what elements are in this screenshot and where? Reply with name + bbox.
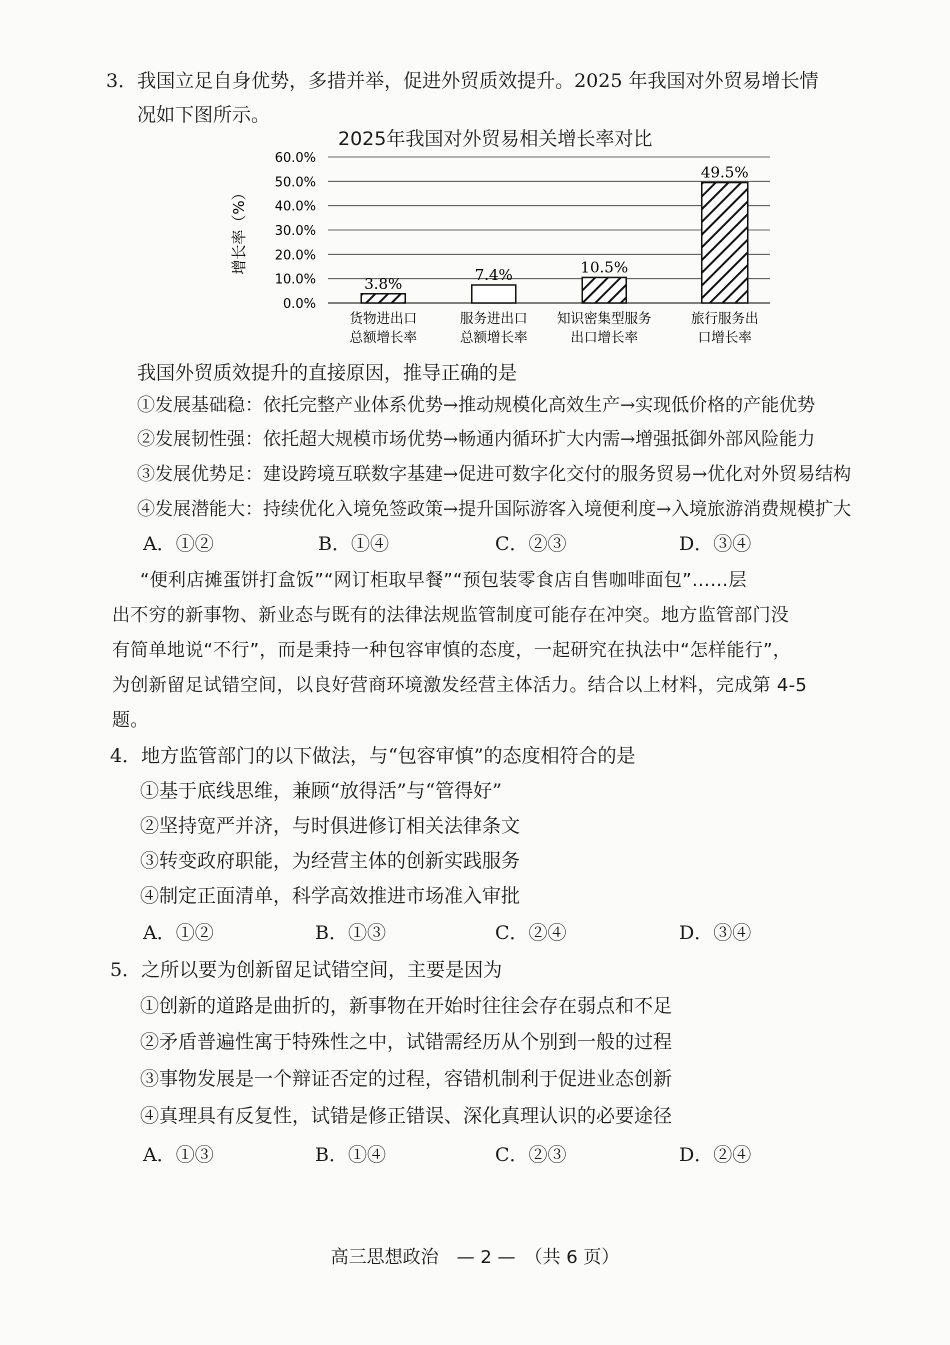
q5-options — [0, 1142, 950, 1168]
material-line-5: 题。 — [112, 710, 149, 731]
y-axis-label: 增长率（%） — [230, 185, 248, 275]
material-line-3: 有简单地说“不行”，而是秉持一种包容审慎的态度，一起研究在执法中“怎样能行”， — [112, 640, 791, 661]
q3-option-a[interactable]: A．①② — [143, 533, 214, 555]
q5-stem: 5．之所以要为创新留足试错空间，主要是因为 — [110, 959, 503, 981]
x-category-label: 货物进出口 — [349, 311, 417, 327]
q3-options — [0, 531, 950, 557]
q3-stem-line2: 况如下图所示。 — [137, 104, 271, 126]
x-category-label: 服务进出口 — [460, 311, 528, 327]
q5-option-b[interactable]: B．①④ — [315, 1144, 386, 1166]
q4-item-3: ③转变政府职能，为经营主体的创新实践服务 — [140, 850, 521, 872]
q4-item-1: ①基于底线思维，兼顾“放得活”与“管得好” — [140, 780, 502, 802]
bar — [472, 285, 516, 303]
q4-option-a[interactable]: A．①② — [143, 922, 214, 944]
material-line-1: “便利店摊蛋饼打盒饭”“网订柜取早餐”“预包装零食店自售咖啡面包”……层 — [140, 570, 747, 591]
q5-item-1: ①创新的道路是曲折的，新事物在开始时往往会存在弱点和不足 — [140, 995, 673, 1017]
q5-option-c[interactable]: C．②③ — [495, 1144, 567, 1166]
q3-item-3: ③发展优势足：建设跨境互联数字基建→促进可数字化交付的服务贸易→优化对外贸易结构 — [137, 464, 852, 485]
bar — [361, 294, 405, 303]
bar-value-label: 7.4% — [474, 265, 513, 284]
y-tick-label: 30.0% — [274, 224, 316, 239]
material-line-4: 为创新留足试错空间，以良好营商环境激发经营主体活力。结合以上材料，完成第 4-5 — [112, 675, 808, 696]
y-tick-label: 50.0% — [274, 175, 316, 191]
x-category-label: 总额增长率 — [349, 330, 417, 345]
bar-chart — [230, 145, 790, 345]
q4-option-c[interactable]: C．②④ — [495, 922, 567, 944]
q3-stem-line1: 3．我国立足自身优势，多措并举，促进外贸质效提升。2025 年我国对外贸易增长情 — [106, 70, 819, 92]
y-tick-label: 10.0% — [274, 272, 316, 288]
x-category-label: 知识密集型服务 — [557, 311, 652, 327]
y-tick-label: 60.0% — [274, 151, 316, 166]
q3-option-b[interactable]: B．①④ — [318, 533, 389, 555]
q4-option-d[interactable]: D．③④ — [679, 922, 752, 944]
y-tick-label: 40.0% — [274, 199, 316, 215]
page-footer: 高三思想政治 — 2 — （共 6 页） — [330, 1247, 620, 1268]
q4-option-b[interactable]: B．①③ — [315, 922, 386, 944]
chart-title: 2025年我国对外贸易相关增长率对比 — [338, 128, 653, 150]
y-tick-label: 20.0% — [274, 248, 316, 264]
q5-option-d[interactable]: D．②④ — [679, 1144, 752, 1166]
q5-item-2: ②矛盾普遍性寓于特殊性之中，试错需经历从个别到一般的过程 — [140, 1031, 673, 1053]
q3-option-c[interactable]: C．②③ — [495, 533, 567, 555]
x-category-label: 口增长率 — [697, 330, 752, 345]
q3-item-2: ②发展韧性强：依托超大规模市场优势→畅通内循环扩大内需→增强抵御外部风险能力 — [137, 429, 816, 450]
y-tick-label: 0.0% — [282, 297, 316, 312]
q3-question: 我国外贸质效提升的直接原因，推导正确的是 — [137, 362, 518, 384]
q4-stem: 4．地方监管部门的以下做法，与“包容审慎”的态度相符合的是 — [110, 745, 636, 767]
x-category-label: 出口增长率 — [570, 330, 638, 345]
q3-item-4: ④发展潜能大：持续优化入境免签政策→提升国际游客入境便利度→入境旅游消费规模扩大 — [137, 499, 852, 520]
material-line-2: 出不穷的新事物、新业态与既有的法律法规监管制度可能存在冲突。地方监管部门没 — [112, 605, 790, 626]
q5-option-a[interactable]: A．①③ — [143, 1144, 214, 1166]
bar — [702, 183, 748, 303]
x-category-label: 旅行服务出 — [691, 311, 759, 327]
bar-value-label: 3.8% — [364, 274, 403, 293]
q4-options — [0, 920, 950, 946]
q4-item-2: ②坚持宽严并济，与时俱进修订相关法律条文 — [140, 815, 521, 837]
bar — [582, 277, 626, 303]
bar-value-label: 49.5% — [700, 163, 749, 182]
q4-item-4: ④制定正面清单，科学高效推进市场准入审批 — [140, 885, 521, 907]
q3-item-1: ①发展基础稳：依托完整产业体系优势→推动规模化高效生产→实现低价格的产能优势 — [137, 395, 816, 416]
q5-item-4: ④真理具有反复性，试错是修正错误、深化真理认识的必要途径 — [140, 1105, 673, 1127]
x-category-label: 总额增长率 — [460, 330, 528, 345]
q3-option-d[interactable]: D．③④ — [679, 533, 752, 555]
bar-value-label: 10.5% — [580, 258, 629, 277]
q5-item-3: ③事物发展是一个辩证否定的过程，容错机制利于促进业态创新 — [140, 1068, 673, 1090]
